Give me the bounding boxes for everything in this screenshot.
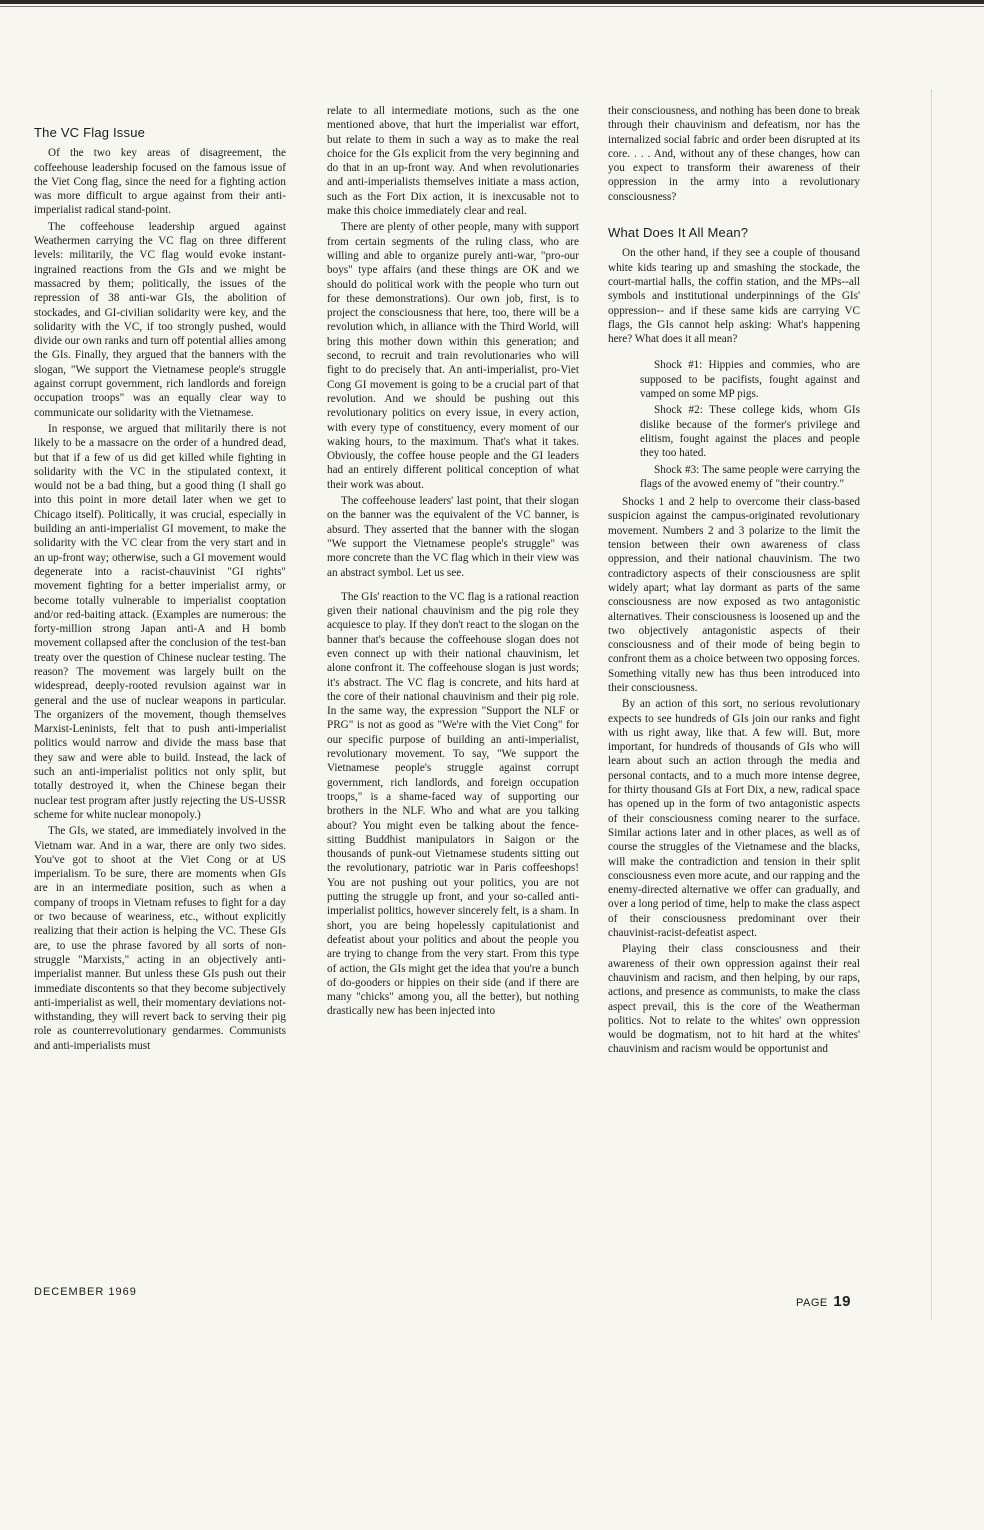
top-rule (0, 0, 984, 4)
page-edge-marks (931, 90, 936, 1320)
shock-list (608, 358, 860, 491)
shock-item: Shock #3: The same people were carrying the flags of the avowed enemy of "their country." (640, 463, 860, 490)
paragraph: Shocks 1 and 2 help to overcome their class-based suspicion against the campus-originated revolutionary movement. Numbers 2 and 3 polarize to the limit the tension between their own awareness of class oppression, and their national chauvinism. The two contradictory aspects of their consciousness are split widely apart; what lay dormant as parts of the same consciousness are now exposed as two antagonistic alternatives. Their consciousness is loosened up and the two objectively antagonistic aspects of their consciousness and of their mode of being begin to confront them as a choice between two opposing forces. Something vitally new has thus been introduced into their consciousness. (608, 496, 860, 694)
paragraph: The GIs, we stated, are immediately involved in the Vietnam war. And in a war, there are only two sides. You've got to shoot at the Viet Cong or at US imperialism. To be sure, there are moments when GIs are in an intermediate position, such as when a company of troops in Vietnam refuses to fight for a day or two because of weariness, etc., without explicitly realizing that their action is helping the VC. These GIs are, to use the phrase favored by all sorts of non-struggle "Marxists," acting in an objectively anti-imperialist manner. But unless these GIs push out their immediate discontents so that they become subjectively anti-imperialist as well, their momentary deviations not-withstanding, they will revert back to serving their pig role as counterrevolutionary gendarmes. Communists and anti-imperialists must (34, 825, 286, 1052)
paragraph: On the other hand, if they see a couple of thousand white kids tearing up and smashing the stockade, the court-martial halls, the coffin station, and the MPs--all symbols and institutional underpinnings of the GIs' oppression-- and if these same kids are carrying VC flags, the GIs cannot help asking: What's happening here? What does it all mean? (608, 247, 860, 346)
shock-item: Shock #2: These college kids, whom GIs dislike because of the former's privilege and elitism, fought against the places and people they too hated. (640, 404, 860, 460)
paragraph: Playing their class consciousness and their awareness of their own oppression against their real chauvinism and racism, and then helping, by our raps, actions, and presence as communists, to make the class aspect prevail, this is the core of the Weatherman politics. Not to relate to the whites' own oppression would be dogmatism, not to hit hard at the whites' chauvinism and racism would be opportunist and (608, 943, 860, 1056)
top-rule-thin (0, 6, 984, 7)
paragraph: In response, we argued that militarily there is not likely to be a massacre on the order of a hundred dead, but that if a few of us did get killed while fighting in solidarity with the VC in the stipulated context, it would not be a bad thing, but a good thing (I shall go into this point in more detail later when we get to Chicago itself). Politically, it was crucial, especially in building an anti-imperialist GI movement, to make the solidarity with the VC clear from the very start and in an up-front way; otherwise, such a GI movement would degenerate into a racist-chauvinist "GI rights" movement fighting for a better imperialist army, or become totally vulnerable to imperialist cooptation and/or red-baiting attack. (Examples are numerous: the forty-million strong Japan anti-A and H bomb movement collapsed after the conclusion of the test-ban treaty over the question of Chinese nuclear testing. The reason? The movement was largely built on the widespread, deeply-rooted revulsion against war in general and the use of nuclear weapons in particular. The organizers of the movement, though themselves Marxist-Leninists, felt that to push anti-imperialist politics would narrow and divide the mass base that they saw and were able to build. Instead, the lack of such an anti-imperialist politics not only split, but totally destroyed it, when the Chinese began their nuclear test program after justly rejecting the US-USSR scheme for white nuclear monopoly.) (34, 422, 286, 821)
column-2 (327, 104, 579, 1021)
footer-page (796, 1293, 851, 1310)
paragraph: their consciousness, and nothing has been done to break through their chauvinism and defeatism, nor has the internalized social fabric and order been disrupted at its core. . . . And, without any of these changes, how can you expect to transform their awareness of their oppression in the army into a revolutionary consciousness? (608, 105, 860, 203)
shock-item: Shock #1: Hippies and commies, who are supposed to be pacifists, fought against and vamped on some MP pigs. (640, 359, 860, 401)
paragraph: The coffeehouse leadership argued against Weathermen carrying the VC flag on three different levels: militarily, the VC flag would evoke instant-ingrained reactions from the GIs and we might be massacred by them; politically, the issues of the repression of 38 anti-war GIs, the abolition of stockades, and GI-civilian solidarity were key, and the solidarity with the VC, if too strongly pushed, would divide our own ranks and turn off potential allies among the GIs. Finally, they argued that the banners with the slogan, "We support the Vietnamese people's struggle against corrupt government, rich landlords and foreign occupation troops" was an equally clear way to communicate our solidarity with the Vietnamese. (34, 220, 286, 419)
paragraph: The GIs' reaction to the VC flag is a rational reaction given their national chauvinism and the pig role they acquiesce to play. If they don't react to the slogan on the banner that's because the coffeehouse slogan does not even connect up with their national chauvinism, let alone confront it. The coffeehouse slogan is just words; it's abstract. The VC flag is concrete, and hits hard at the core of their national chauvinism and their pig role. In the same way, the expression "Support the NLF or PRG" is not as good as "We're with the Viet Cong" for our specific purpose of building an anti-imperialist, revolutionary movement. To say, "We support the Vietnamese people's struggle against corrupt government, rich landlords, and foreign occupation troops," is a shame-faced way of supporting our brothers in the NLF. Who and what are you talking about? You might even be talking about the fence-sitting Buddhist manipulators in Saigon or the thousands of punk-out Vietnamese students sitting out the revolutionary, patriotic war in Paris coffeeshops! You are not pushing out your politics, you are not putting the struggle up front, and your so-called anti-imperialist politics, however sincerely felt, is a sham. In short, you are being hopelessly capitulationist and defeatist about your politics and about the people you are trying to change from the very start. From this type of action, the GIs might get the idea that you're a bunch of do-gooders or hippies on their side (and if there are many "chicks" among you, all the better), but nothing drastically new has been injected into (327, 590, 579, 1018)
section-heading-what-does-it-mean: What Does It All Mean? (608, 225, 749, 241)
paragraph: relate to all intermediate motions, such as the one mentioned above, that hurt the imperialist war effort, but relate to them in such a way as to make the real choice for the GIs explicit from the very beginning and do that in an up-front way. And when revolutionaries and anti-imperialists themselves initiate a mass action, such as the Fort Dix action, it is inexcusable not to make this choice immediately clear and real. (327, 105, 579, 218)
page-number: 19 (833, 1293, 852, 1310)
section-heading-vc-flag: The VC Flag Issue (34, 125, 146, 140)
paragraph: Of the two key areas of disagreement, the coffeehouse leadership focused on the famous issue of the Viet Cong flag, since the need for a fighting action was more difficult to argue against from their anti-imperialist radical stand-point. (34, 147, 286, 217)
footer-date: DECEMBER 1969 (34, 1286, 137, 1298)
column-1 (34, 126, 286, 1055)
column-3 (608, 104, 860, 1059)
paragraph: By an action of this sort, no serious revolutionary expects to see hundreds of GIs join our ranks and fight with us right away, like that. A few will. But, more important, for hundreds of thousands of GIs who will learn about such an action through the media and personal contacts, and to a much more intense degree, for thirty thousand GIs at Fort Dix, a new, radical space has opened up in the form of two antagonistic aspects of their consciousness coming nearer to the surface. Similar actions later and in other places, as well as of course the struggles of the Vietnamese and the blacks, will make the contradiction and tension in their split consciousness even more acute, and our rapping and the enemy-directed alternative we offer can gradually, and over a long period of time, help to make the class aspect of their consciousness predominant over their chauvinist-racist-defeatist aspect. (608, 698, 860, 940)
paragraph: The coffeehouse leaders' last point, that their slogan on the banner was the equivalent of the VC banner, is absurd. They asserted that the banner with the slogan "We support the Vietnamese people's struggle" was more concrete than the VC flag which in their view was an abstract symbol. Let us see. (327, 495, 579, 579)
page-label: PAGE (796, 1297, 828, 1309)
paragraph: There are plenty of other people, many with support from certain segments of the ruling class, who are willing and able to organize purely anti-war, "pro-our boys" type affairs (and these things are OK and we should do political work with the people who turn out for these demonstrations). Our own job, first, is to project the consciousness that here, too, there will be a revolution which, in alliance with the Third World, will bring this mother down within this generation; and second, to recruit and train revolutionaries who will fight to do precisely that. An anti-imperialist, pro-Viet Cong GI movement is going to be a crucial part of that revolution. And we should be pushing out this revolutionary politics on every issue, in every action, with every type of constituency, every moment of our waking hours, to the maximum. That's what it takes. Obviously, the coffee house people and the GI leaders had an entirely different political conception of what their work was about. (327, 221, 579, 491)
